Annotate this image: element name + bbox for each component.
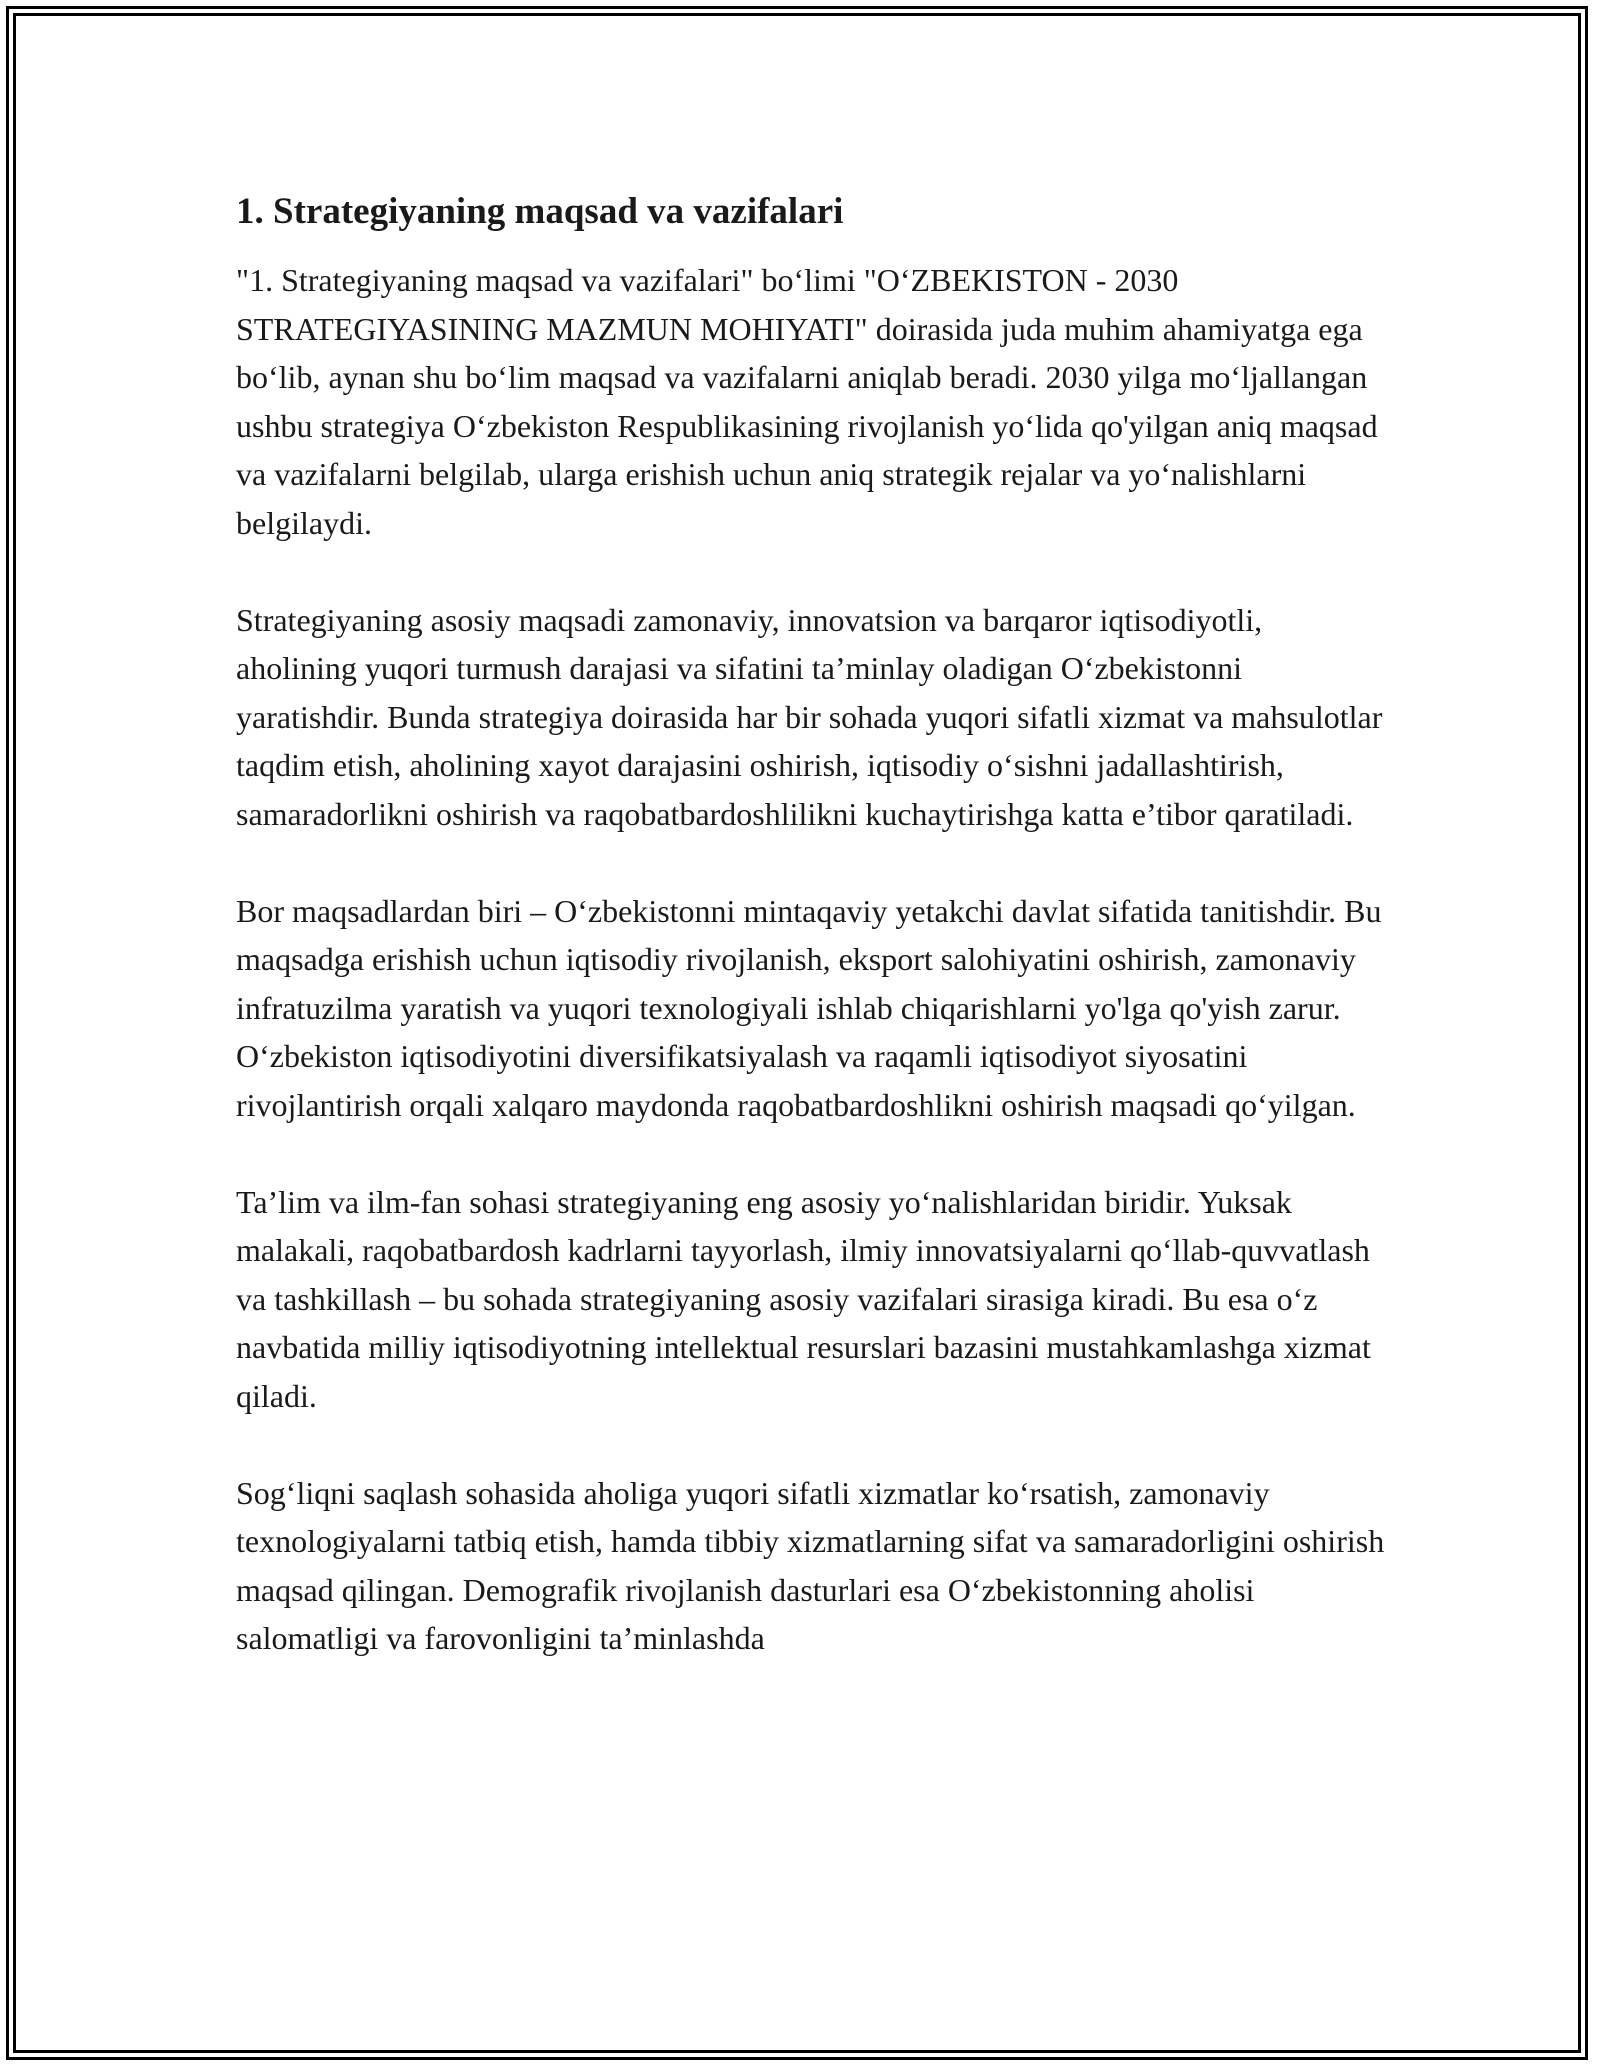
section-heading: 1. Strategiyaning maqsad va vazifalari — [236, 191, 844, 232]
paragraph-4: Ta’lim va ilm-fan sohasi strategiyaning eng asosiy yo‘nalishlaridan biridir. Yuksak malakali, raqobatbardosh kadrlarni tayyorlash, ilmiy innovatsiyalarni qo‘llab-quvvatlash va tashkillash – bu sohada strategiyaning asosiy vazifalari sirasiga kiradi. Bu esa o‘z navbatida milliy iqtisodiyotning intellektual resurslari bazasini mustahkamlashga xizmat qiladi. — [236, 1183, 1371, 1414]
paragraph-3: Bor maqsadlardan biri – O‘zbekistonni mintaqaviy yetakchi davlat sifatida tanitishdir. Bu maqsadga erishish uchun iqtisodiy rivojlanish, eksport salohiyatini oshirish, zamonaviy infratuzilma yaratish va yuqori texnologiyali ishlab chiqarishlarni yo'lga qo'yish zarur. O‘zbekiston iqtisodiyotini diversifikatsiyalash va raqamli iqtisodiyot siyosatini rivojlantirish orqali xalqaro maydonda raqobatbardoshlikni oshirish maqsadi qo‘yilgan. — [236, 892, 1382, 1123]
paragraph-5: Sog‘liqni saqlash sohasida aholiga yuqori sifatli xizmatlar ko‘rsatish, zamonaviy texnologiyalarni tatbiq etish, hamda tibbiy xizmatlarning sifat va samaradorligini oshirish maqsad qilingan. Demografik rivojlanish dasturlari esa O‘zbekistonning aholisi salomatligi va farovonligini ta’minlashda — [236, 1474, 1385, 1656]
paragraph-2: Strategiyaning asosiy maqsadi zamonaviy, innovatsion va barqaror iqtisodiyotli, aholining yuqori turmush darajasi va sifatini ta’minlay oladigan O‘zbekistonni yaratishdir. Bunda strategiya doirasida har bir sohada yuqori sifatli xizmat va mahsulotlar taqdim etish, aholining xayot darajasini oshirish, iqtisodiy o‘sishni jadallashtirish, samaradorlikni oshirish va raqobatbardoshlilikni kuchaytirishga katta e’tibor qaratiladi. — [236, 601, 1383, 832]
paragraph-1: "1. Strategiyaning maqsad va vazifalari" bo‘limi "O‘ZBEKISTON - 2030 STRATEGIYASINING MAZMUN MOHIYATI" doirasida juda muhim ahamiyatga ega bo‘lib, aynan shu bo‘lim maqsad va vazifalarni aniqlab beradi. 2030 yilga mo‘ljallangan ushbu strategiya O‘zbekiston Respublikasining rivojlanish yo‘lida qo'yilgan aniq maqsad va vazifalarni belgilab, ularga erishish uchun aniq strategik rejalar va yo‘nalishlarni belgilaydi. — [236, 262, 1378, 541]
document-body — [236, 188, 1386, 1711]
